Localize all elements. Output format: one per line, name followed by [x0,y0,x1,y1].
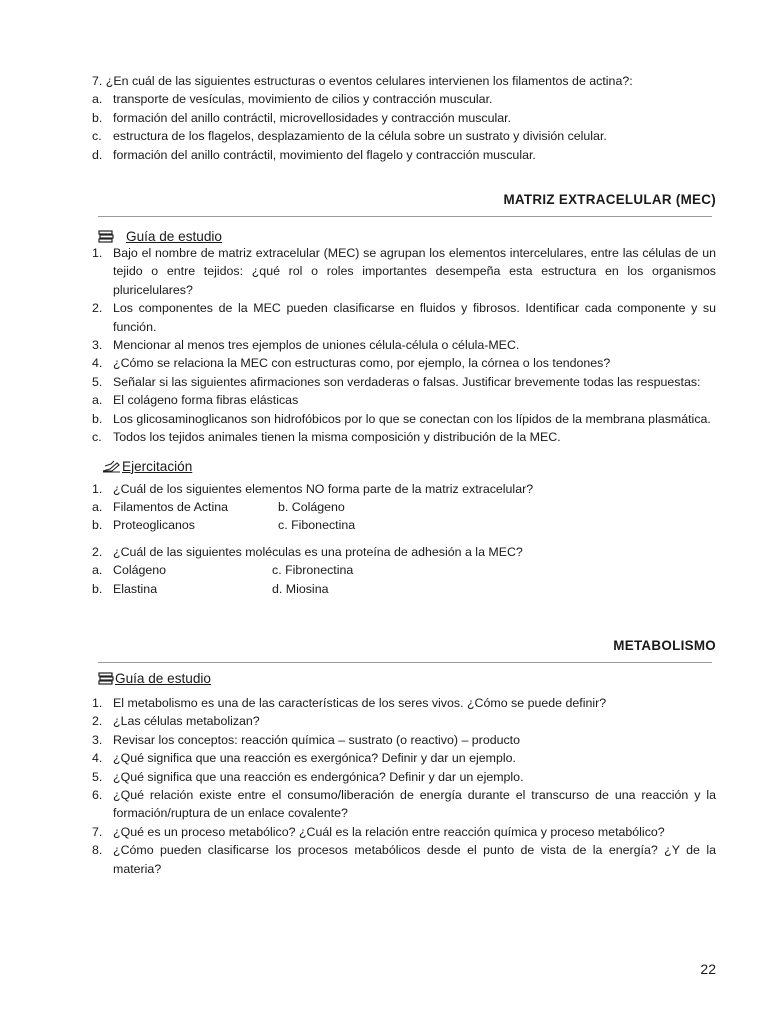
mec-guide-title: Guía de estudio [126,229,222,245]
document-page [92,72,716,878]
q7-option: c. estructura de los flagelos, desplazamiento de la célula sobre un sustrato y división celular. [92,129,607,144]
mec-guide-item: 1. Bajo el nombre de matriz extracelular (MEC) se agrupan los elementos intercelulares, entre las células de un tejido o entre tejidos: ¿qué rol o roles importantes desempeña esta estructura en los organismos pluricelulares? [92,246,716,297]
mec-guide-item: 5. Señalar si las siguientes afirmaciones son verdaderas o falsas. Justificar brevemente todas las respuestas: [92,374,701,389]
meta-guide-title: Guía de estudio [115,670,211,686]
mec-guide-item: a. El colágeno forma fibras elásticas [92,393,299,408]
page-number: 22 [700,961,716,977]
meta-guide-item: 8. ¿Cómo pueden clasificarse los procesos metabólicos desde el punto de vista de la energía? ¿Y de la materia? [92,843,716,876]
ex2-stem: 2. ¿Cuál de las siguientes moléculas es una proteína de adhesión a la MEC? [92,544,523,559]
meta-guide-item: 7. ¿Qué es un proceso metabólico? ¿Cuál es la relación entre reacción química y proceso metabólico? [92,824,665,839]
ex1-option-row: b. Proteoglicanos c. Fibonectina [92,518,356,533]
meta-guide-item: 1. El metabolismo es una de las características de los seres vivos. ¿Cómo se puede definir? [92,695,607,710]
mec-guide-item: 3. Mencionar al menos tres ejemplos de uniones célula-célula o célula-MEC. [92,338,520,353]
mec-guide-heading [98,229,716,244]
ex2-option-row: b. Elastina d. Miosina [92,581,329,596]
mec-guide-item: 2. Los componentes de la MEC pueden clasificarse en fluidos y fibrosos. Identificar cada componente y su función. [92,301,716,334]
meta-guide-item: 2. ¿Las células metabolizan? [92,714,260,729]
mec-guide-item: c. Todos los tejidos animales tienen la misma composición y distribución de la MEC. [92,430,561,445]
writing-hand-icon [102,459,122,473]
section-divider [98,662,712,663]
q7-option: d. formación del anillo contráctil, movimiento del flagelo y contracción muscular. [92,147,536,162]
q7-option: a. transporte de vesículas, movimiento de cilios y contracción muscular. [92,92,493,107]
section-title-metabolismo: METABOLISMO [613,637,716,653]
q7-stem: 7. ¿En cuál de las siguientes estructuras o eventos celulares intervienen los filamentos de actina?: [92,74,633,88]
section-title-mec: MATRIZ EXTRACELULAR (MEC) [503,192,716,208]
meta-guide-item: 4. ¿Qué significa que una reacción es exergónica? Definir y dar un ejemplo. [92,751,516,766]
mec-exercise-title: Ejercitación [122,458,193,474]
ex2-option-row: a. Colágeno c. Fibronectina [92,563,354,578]
mec-guide-item: 4. ¿Cómo se relaciona la MEC con estructuras como, por ejemplo, la córnea o los tendones? [92,356,611,371]
q7-option: b. formación del anillo contráctil, microvellosidades y contracción muscular. [92,110,512,125]
meta-guide-item: 3. Revisar los conceptos: reacción química – sustrato (o reactivo) – producto [92,732,521,747]
books-icon [98,672,115,685]
ex1-option-row: a. Filamentos de Actina b. Colágeno [92,499,345,514]
meta-guide-heading [98,671,716,686]
meta-guide-item: 5. ¿Qué significa que una reacción es endergónica? Definir y dar un ejemplo. [92,769,524,784]
meta-guide-item: 6. ¿Qué relación existe entre el consumo/liberación de energía durante el transcurso de una reacción y la formación/ruptura de un enlace covalente? [92,787,716,821]
books-icon [98,230,120,243]
section-divider [98,216,712,217]
mec-exercise-heading [102,459,716,474]
ex1-stem: 1. ¿Cuál de los siguientes elementos NO forma parte de la matriz extracelular? [92,481,534,496]
meta-guide-list [92,694,716,878]
mec-guide-item: b. Los glicosaminoglicanos son hidrofóbicos por lo que se conectan con los lípidos de la membrana plasmática. [92,411,711,426]
